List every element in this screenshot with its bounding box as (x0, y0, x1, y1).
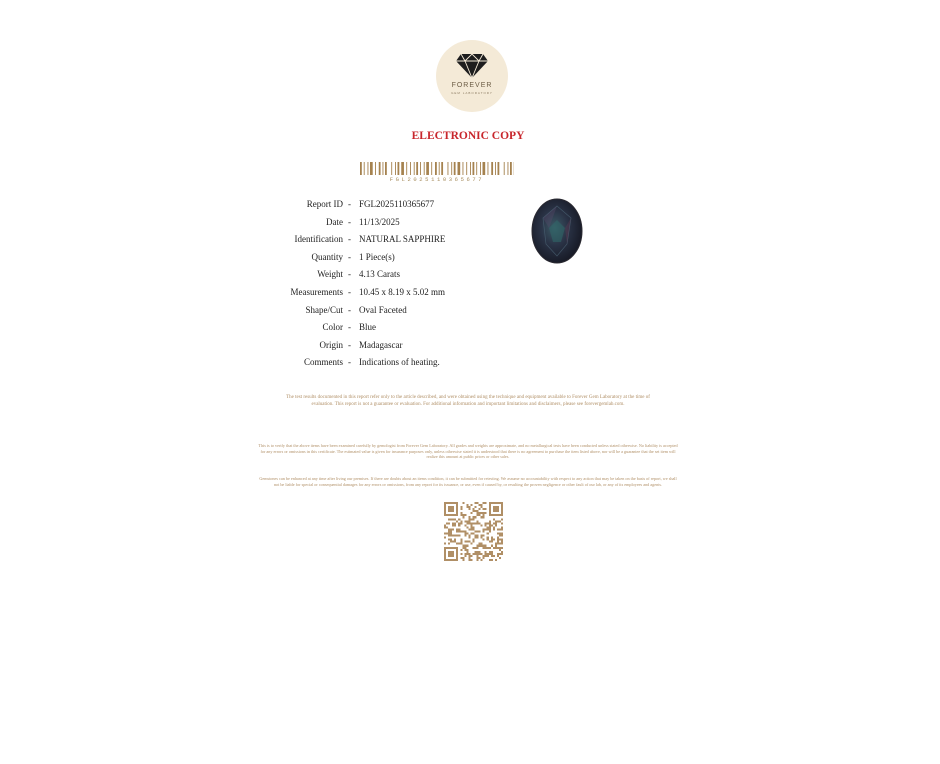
detail-value: 4.13 Carats (359, 269, 400, 280)
logo-name: FOREVER (451, 82, 493, 89)
detail-label: Identification (294, 234, 343, 245)
detail-dash: - (348, 199, 351, 209)
detail-row-date (250, 217, 510, 233)
detail-value: Indications of heating. (359, 357, 440, 368)
electronic-copy-banner: ELECTRONIC COPY (411, 130, 525, 142)
detail-dash: - (348, 234, 351, 245)
detail-dash: - (348, 269, 351, 280)
detail-label: Weight (317, 269, 343, 280)
qr-code[interactable] (444, 502, 503, 561)
disclaimer-verification: This is to verify that the above items have been examined carefully by gemologist from Forever Gem Laboratory. All grades and weights are approximate, and no metallurgical tests have been conducted unless stated otherwise. No liability is accepted for any errors or omissions in this certificate. The estimated value is given for insurance purposes only, unless otherwise stated it is understood that there is no agreement to purchase the item listed above, nor will be a guarantee that the set item will realize this amount at public prices or other sales. (258, 443, 678, 460)
detail-label: Date (326, 216, 343, 227)
detail-value: Blue (359, 322, 376, 333)
detail-row-color (250, 322, 510, 338)
detail-label: Comments (303, 357, 343, 368)
disclaimer-liability: Gemstones can be enhanced at any time after living our premises. If there are doubts about an items condition, it can be submitted for retesting. We assume no accountability with respect to any action that may be taken on the basis of report, we shall not be liable for special or consequential damages for any errors or omissions, from any report for its issuance, or use, even if caused by, or resulting the proven negligence or other fault of our lab, or any of its employees and agents. (259, 476, 677, 487)
diamond-icon (455, 53, 489, 79)
detail-dash: - (348, 339, 351, 350)
barcode (360, 162, 514, 175)
gemstone-photo (531, 198, 583, 264)
detail-value: NATURAL SAPPHIRE (359, 234, 446, 245)
detail-row-origin (250, 340, 510, 356)
detail-row-report-id (250, 199, 510, 215)
detail-value: 10.45 x 8.19 x 5.02 mm (359, 287, 446, 297)
detail-dash: - (348, 304, 351, 315)
detail-value: Oval Faceted (359, 304, 407, 315)
detail-label: Origin (319, 339, 343, 350)
detail-row-quantity (250, 252, 510, 268)
detail-label: Measurements (290, 287, 343, 297)
detail-row-comments (250, 357, 510, 373)
detail-row-measurements (250, 287, 510, 303)
detail-label: Shape/Cut (305, 304, 343, 315)
detail-value: 11/13/2025 (359, 216, 400, 227)
detail-label: Quantity (311, 251, 343, 262)
disclaimer-results: The test results documented in this report refer only to the article described, and were obtained using the technique and equipment available to Forever Gem Laboratory at the time of evaluation. This report is not a guarantee or evaluation. For additional information and important limitations and disclaimers, please see forevergemlab.com. (286, 395, 650, 407)
logo-subtitle: GEM LABORATORY (451, 91, 493, 95)
detail-value: Madagascar (359, 339, 403, 350)
detail-row-shape-cut (250, 305, 510, 321)
detail-dash: - (348, 251, 351, 262)
barcode-number: FGL2025110365677 (389, 176, 485, 183)
detail-row-identification (250, 234, 510, 250)
detail-dash: - (348, 357, 351, 368)
detail-value: FGL2025110365677 (359, 199, 435, 209)
detail-dash: - (348, 322, 351, 333)
detail-dash: - (348, 216, 351, 227)
detail-label: Color (322, 322, 343, 333)
lab-logo (436, 40, 508, 112)
detail-label: Report ID (306, 199, 343, 209)
detail-dash: - (348, 287, 351, 297)
detail-row-weight (250, 269, 510, 285)
detail-value: 1 Piece(s) (359, 251, 395, 262)
